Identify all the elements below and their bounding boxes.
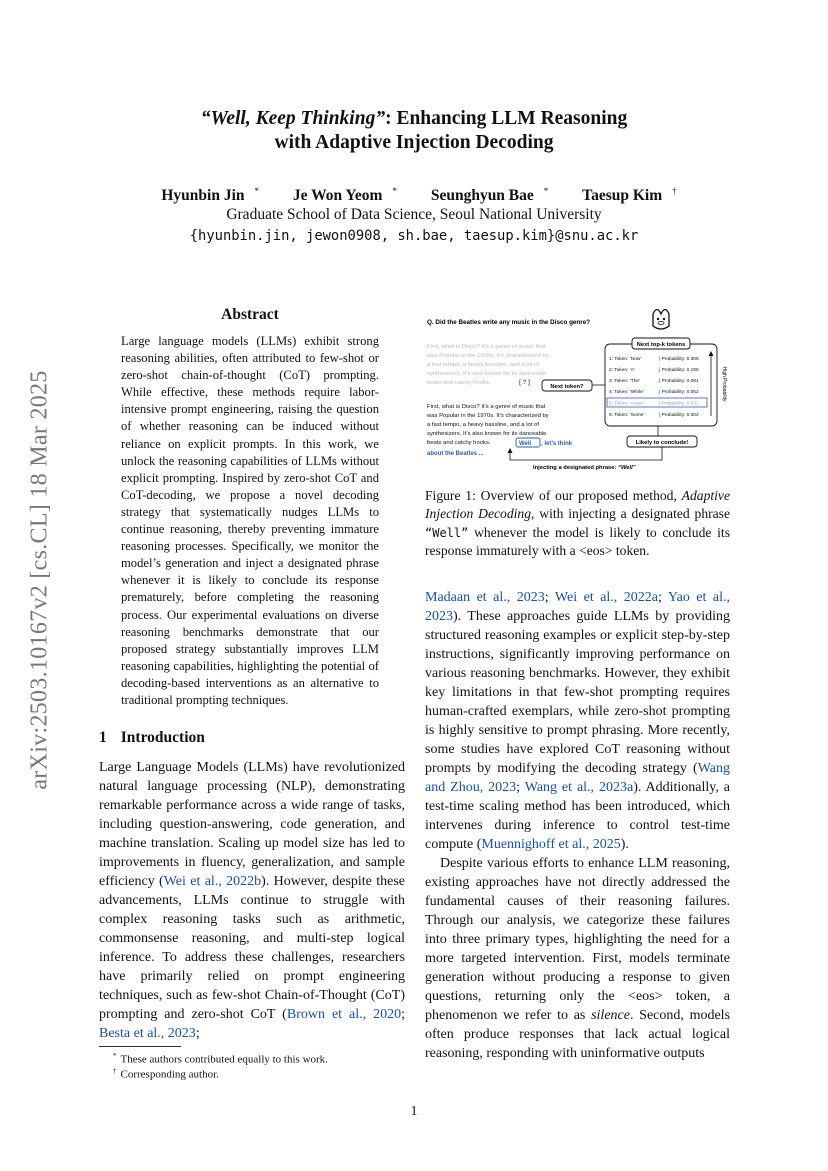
intro-paragraph: Large Language Models (LLMs) have revolutionized natural language processing (NLP), demonstrating remarkable performance across a wide range of tasks, including question-answering, code generation, and machine translation. Scaling up model size has led to improvements in fluency, generalization, and sample efficiency (Wei et al., 2022b). However, despite these advancements, LLMs continue to struggle with complex reasoning tasks such as arithmetic, commonsense reasoning, and multi-step logical inference. To address these challenges, researchers have primarily relied on prompt engineering techniques, such as few-shot Chain-of-Thought (CoT) prompting and zero-shot CoT (Brown et al., 2020; Besta et al., 2023; bbox=[99, 760, 406, 1041]
citation-link[interactable]: Madaan et al., 2023 bbox=[425, 590, 545, 605]
text-line: synthesizers. It’s also known for its danceable bbox=[427, 431, 547, 437]
footnote: † Corresponding author. bbox=[113, 1067, 219, 1081]
citation-link[interactable]: Besta et al., 2023 bbox=[99, 1026, 196, 1041]
author-list bbox=[0, 186, 828, 205]
title-rest: : Enhancing LLM Reasoning bbox=[385, 108, 628, 129]
citation-link[interactable]: Wang et al., 2023a bbox=[524, 780, 634, 795]
llama-icon bbox=[653, 310, 669, 330]
section-heading-introduction: 1 Introduction bbox=[99, 729, 205, 746]
citation-link[interactable]: Brown et al., 2020 bbox=[286, 1007, 402, 1022]
token-prob: | Probability: 0.002 bbox=[659, 413, 699, 418]
citation-link[interactable]: Muennighoff et al., 2025 bbox=[481, 837, 621, 852]
paper-title bbox=[0, 107, 828, 155]
token-label: 6: Token: ‘Some’ bbox=[609, 413, 645, 418]
author-emails: {hyunbin.jin, jewon0908, sh.bae, taesup.kim}@snu.ac.kr bbox=[189, 228, 639, 244]
token-label: 4: Token: ‘While’ bbox=[609, 390, 644, 395]
page-number: 1 bbox=[410, 1104, 418, 1119]
figure-question: Q. Did the Beatles write any music in the Disco genre? bbox=[427, 319, 591, 326]
text-line: a fast tempo, a heavy bassline, and a lot of bbox=[427, 422, 539, 428]
arxiv-stamp: arXiv:2503.10167v2 [cs.CL] 18 Mar 2025 bbox=[26, 370, 53, 790]
next-token-label: Next token? bbox=[550, 384, 584, 390]
abstract-heading: Abstract bbox=[221, 306, 279, 323]
author: Seunghyun Bae * bbox=[430, 186, 549, 205]
injection-caption: Injecting a designated phrase: “Well” bbox=[533, 465, 636, 471]
faded-text-line: beats and catchy hooks. bbox=[427, 380, 491, 386]
top-k-title: Next top-k tokens bbox=[636, 342, 686, 348]
author: Hyunbin Jin * bbox=[161, 186, 260, 205]
injected-word: Well bbox=[519, 441, 532, 447]
affiliation: Graduate School of Data Science, Seoul National University bbox=[226, 206, 602, 223]
token-prob: | Probability: 0.081 bbox=[659, 379, 699, 384]
text-line: beats and catchy hooks. bbox=[427, 440, 491, 446]
likely-conclude-label: Likely to conclude! bbox=[635, 440, 689, 446]
text-line: First, what is Disco? It’s a genre of music that bbox=[427, 404, 546, 410]
token-prob: | Probability: 0.031 bbox=[659, 401, 699, 407]
token-label: 1: Token: ‘Now’ bbox=[609, 357, 642, 362]
axis-label: High Probability bbox=[721, 366, 727, 402]
footnote: * These authors contributed equally to this work. bbox=[113, 1052, 328, 1066]
token-label: 5: Token: ‘<eos>’ bbox=[609, 401, 646, 407]
figure-1-diagram bbox=[425, 304, 735, 474]
citation-link[interactable]: Wei et al., 2022b bbox=[163, 874, 262, 889]
right-column-text bbox=[425, 588, 730, 1063]
footnote-rule bbox=[99, 1046, 181, 1047]
token-label: 3: Token: ‘The’ bbox=[609, 379, 641, 384]
author: Taesup Kim † bbox=[582, 186, 677, 205]
faded-text-line: synthesizers. It’s also known for its danceable bbox=[427, 371, 547, 377]
title-line2: with Adaptive Injection Decoding bbox=[274, 132, 554, 153]
token-prob: | Probability: 0.305 bbox=[659, 357, 699, 362]
faded-text-line: was Popular in the 1970s. It’s characterized by bbox=[427, 353, 549, 359]
citation-link[interactable]: Yao et al., 2023 bbox=[425, 590, 731, 624]
paragraph: Despite various efforts to enhance LLM reasoning, existing approaches have not directly addressed the fundamental causes of their reasoning failures. Through our analysis, we categorize these failures into three primary types, highlighting the need for a more targeted intervention. First, models terminate generation without producing a response to given questions, returning only the <eos> token, a phenomenon we refer to as silence. Second, models often produce responses that lack actual logical reasoning, responding with uninformative outputs bbox=[425, 856, 731, 1061]
injected-line2: about the Beatles ... bbox=[427, 451, 484, 457]
figure-caption: Figure 1: Overview of our proposed method, Adaptive Injection Decoding, with injecting a designated phrase “Well” whenever the model is likely to conclude its response immaturely with a <eos> token. bbox=[425, 488, 730, 558]
token-label: 2: Token: ‘A’ bbox=[609, 368, 635, 373]
faded-text-line: a fast tempo, a heavy bassline, and a lot of bbox=[427, 362, 539, 368]
author: Je Won Yeom * bbox=[292, 186, 397, 205]
citation-link[interactable]: Wang and Zhou, 2023 bbox=[425, 761, 730, 795]
faded-text-line: First, what is Disco? It’s a genre of music that bbox=[427, 344, 546, 350]
text-line: was Popular in the 1970s. It’s characterized by bbox=[427, 413, 549, 419]
injection-arrow bbox=[510, 447, 662, 460]
title-quoted-phrase: “Well, Keep Thinking” bbox=[200, 108, 386, 129]
unknown-token-marker: [ ? ] bbox=[519, 380, 530, 386]
token-prob: | Probability: 0.196 bbox=[659, 368, 699, 373]
citation-link[interactable]: Wei et al., 2022a bbox=[554, 590, 659, 605]
abstract-text: Large language models (LLMs) exhibit strong reasoning abilities, often attributed to few-shot or zero-shot chain-of-thought (CoT) prompting. While effective, these methods require labor-intensive prompt engineering, raising the question of whether reasoning can be induced without reliance on explicit prompts. In this work, we unlock the reasoning capabilities of LLMs without explicit prompting. Inspired by zero-shot CoT and CoT-decoding, we propose a novel decoding strategy that systematically nudges LLMs to continue reasoning, thereby preventing immature reasoning processes. Specifically, we monitor the model’s generation and inject a designated phrase whenever it is likely to conclude its response prematurely, before completing the reasoning process. Our experimental evaluations on diverse reasoning benchmarks demonstrate that our proposed strategy substantially improves LLM reasoning capabilities, highlighting the potential of decoding-based interventions as an alternative to traditional prompting techniques. bbox=[121, 334, 379, 707]
injected-continuation: , let’s think bbox=[541, 441, 573, 447]
paragraph: Madaan et al., 2023; Wei et al., 2022a; Yao et al., 2023). These approaches guide LLMs by providing structured reasoning examples or explicit step-by-step instructions, significantly improving performance on various reasoning benchmarks. However, they exhibit key limitations in that few-shot prompting requires human-crafted exemplars, while zero-shot prompting is highly sensitive to prompt phrasing. More recently, some studies have explored CoT reasoning without prompts by modifying the decoding strategy (Wang and Zhou, 2023; Wang et al., 2023a). Additionally, a test-time scaling method has been introduced, which intervenes during inference to control test-time compute (Muennighoff et al., 2025). bbox=[425, 590, 731, 852]
token-prob: | Probability: 0.052 bbox=[659, 390, 699, 395]
